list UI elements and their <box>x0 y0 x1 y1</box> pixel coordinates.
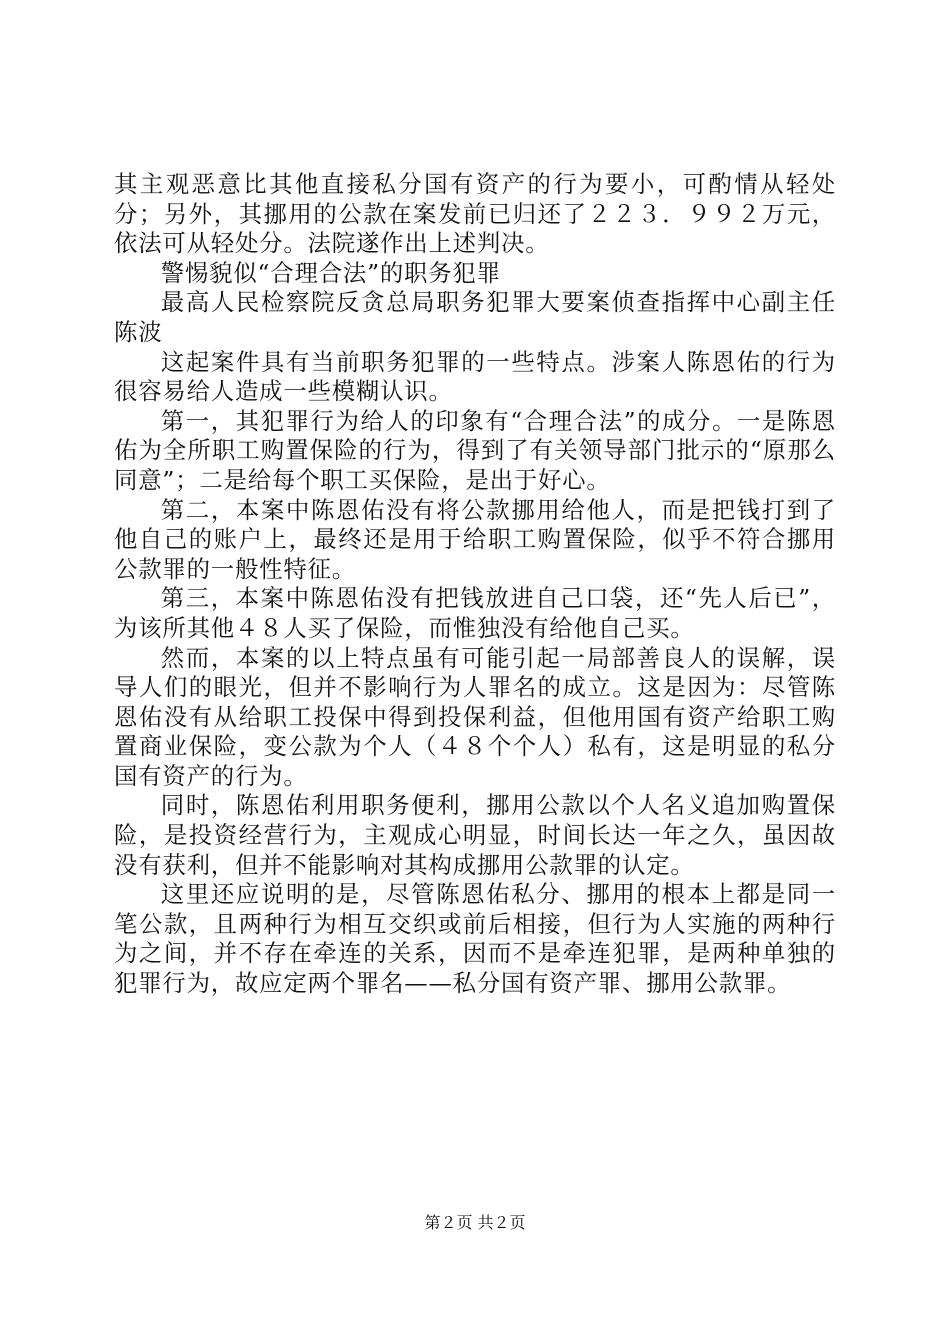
paragraph-9: 同时，陈恩佑利用职务便利，挪用公款以个人名义追加购置保险，是投资经营行为，主观成心明显，时间长达一年之久，虽因故没有获利，但并不能影响对其构成挪用公款罪的认定。 <box>114 791 836 879</box>
page-number-label: 第２页 共２页 <box>424 1213 526 1232</box>
document-body <box>114 170 836 999</box>
section-heading: 警惕貌似“合理合法”的职务犯罪 <box>160 258 501 287</box>
paragraph-10: 这里还应说明的是，尽管陈恩佑私分、挪用的根本上都是同一笔公款，且两种行为相互交织或前后相接，但行为人实施的两种行为之间，并不存在牵连的关系，因而不是牵连犯罪，是两种单独的犯罪行为，故应定两个罪名——私分国有资产罪、挪用公款罪。 <box>114 880 836 998</box>
paragraph-7: 第三，本案中陈恩佑没有把钱放进自己口袋，还“先人后已”，为该所其他４８人买了保险，而惟独没有给他自己买。 <box>114 584 836 642</box>
paragraph-1: 其主观恶意比其他直接私分国有资产的行为要小，可酌情从轻处分；另外，其挪用的公款在案发前已归还了２２３．９９２万元，依法可从轻处分。法院遂作出上述判决。 <box>114 170 836 258</box>
paragraph-8: 然而，本案的以上特点虽有可能引起一局部善良人的误解，误导人们的眼光，但并不影响行为人罪名的成立。这是因为：尽管陈恩佑没有从给职工投保中得到投保利益，但他用国有资产给职工购置商业保险，变公款为个人（４８个个人）私有，这是明显的私分国有资产的行为。 <box>114 643 836 790</box>
paragraph-5: 第一，其犯罪行为给人的印象有“合理合法”的成分。一是陈恩佑为全所职工购置保险的行为，得到了有关领导部门批示的“原那么同意”；二是给每个职工买保险，是出于好心。 <box>114 406 836 494</box>
paragraph-6: 第二，本案中陈恩佑没有将公款挪用给他人，而是把钱打到了他自己的账户上，最终还是用于给职工购置保险，似乎不符合挪用公款罪的一般性特征。 <box>114 495 836 583</box>
author-line: 最高人民检察院反贪总局职务犯罪大要案侦查指挥中心副主任陈波 <box>114 288 836 346</box>
page-footer <box>0 1213 950 1233</box>
paragraph-4: 这起案件具有当前职务犯罪的一些特点。涉案人陈恩佑的行为很容易给人造成一些模糊认识。 <box>114 347 836 406</box>
